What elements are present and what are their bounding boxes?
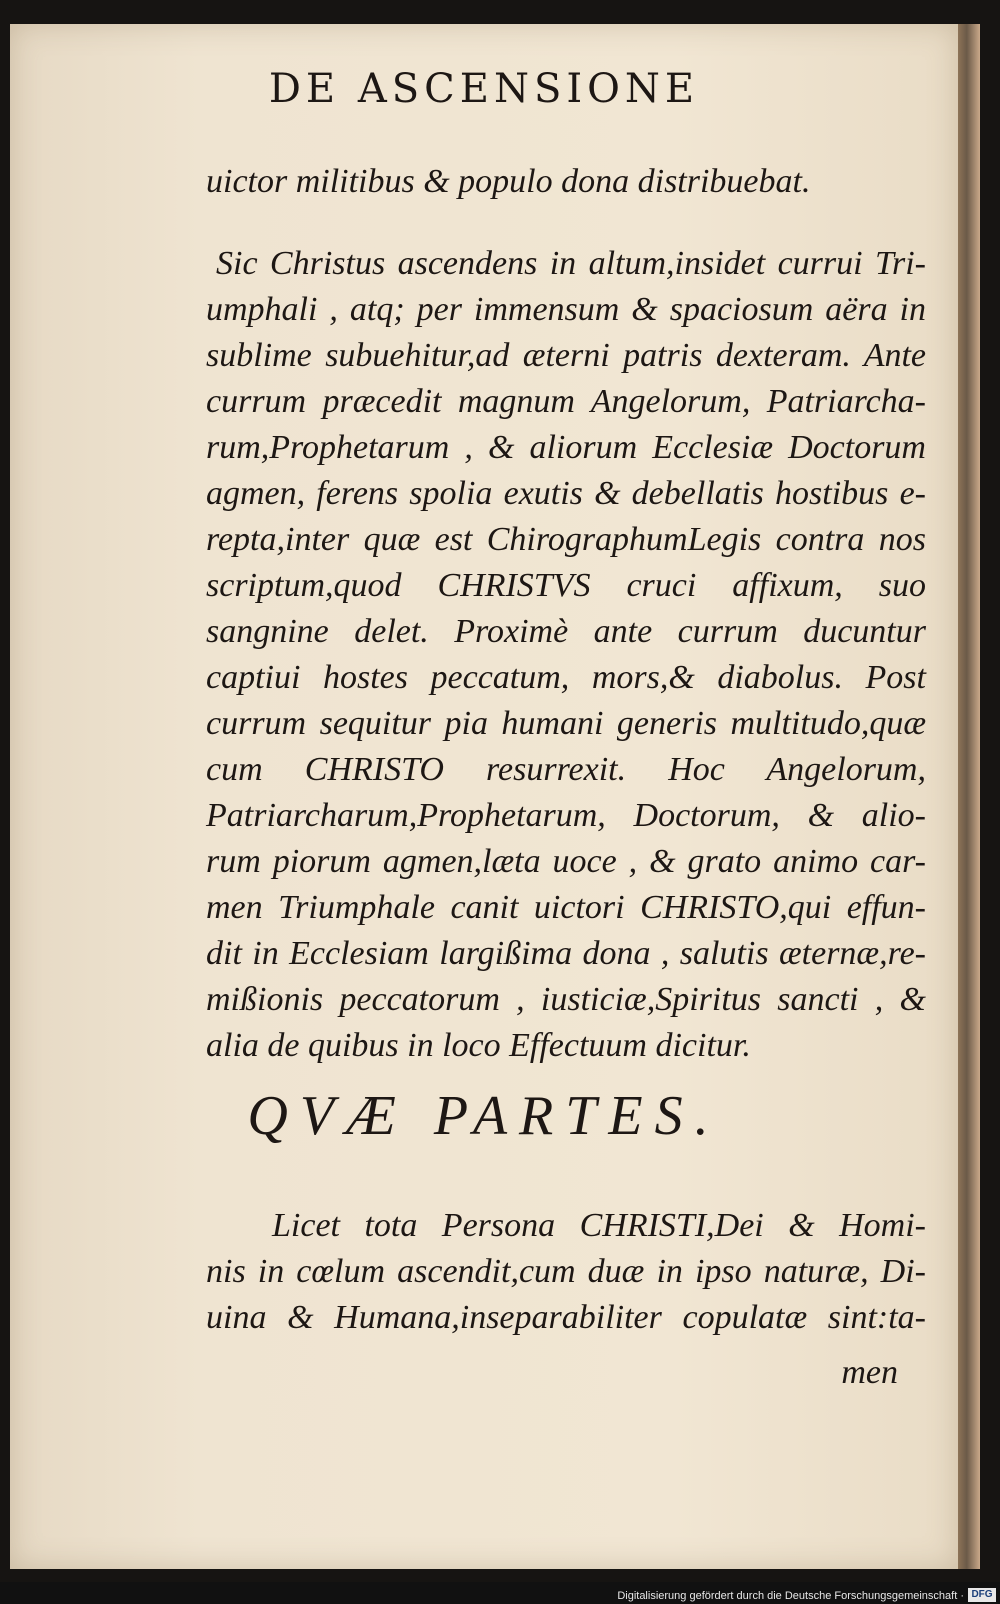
text-line: umphali , atq; per immensum & spaciosum aëra in	[206, 291, 926, 328]
text-line: sublime subuehitur,ad æterni patris dexteram. Ante	[206, 337, 926, 374]
text-line: currum sequitur pia humani generis multitudo,quæ	[206, 705, 926, 742]
adjacent-page-edge	[958, 24, 980, 1569]
digitization-credit: Digitalisierung gefördert durch die Deutsche Forschungsgemeinschaft ·	[617, 1590, 964, 1602]
text-line: uictor militibus & populo dona distribuebat.	[206, 163, 811, 200]
text-line: mißionis peccatorum , iusticiæ,Spiritus sancti , &	[206, 981, 926, 1018]
text-line: Licet tota Persona CHRISTI,Dei & Homi-	[272, 1207, 926, 1244]
catchword: men	[841, 1354, 898, 1391]
text-line: captiui hostes peccatum, mors,& diabolus. Post	[206, 659, 926, 696]
text-line: sangnine delet. Proximè ante currum ducuntur	[206, 613, 926, 650]
text-line: rum piorum agmen,læta uoce , & grato animo car-	[206, 843, 926, 880]
text-line: Sic Christus ascendens in altum,insidet currui Tri-	[216, 245, 926, 282]
text-line: repta,inter quæ est ChirographumLegis contra nos	[206, 521, 926, 558]
text-line: currum præcedit magnum Angelorum, Patriarcha-	[206, 383, 926, 420]
dfg-logo: DFG	[968, 1588, 996, 1602]
text-line: cum CHRISTO resurrexit. Hoc Angelorum,	[206, 751, 926, 788]
book-page	[10, 24, 958, 1569]
text-line: Patriarcharum,Prophetarum, Doctorum, & alio-	[206, 797, 926, 834]
text-line: nis in cœlum ascendit,cum duæ in ipso naturæ, Di-	[206, 1253, 926, 1290]
section-heading: QVÆ PARTES.	[247, 1085, 721, 1147]
text-line: scriptum,quod CHRISTVS cruci affixum, suo	[206, 567, 926, 604]
running-head: DE ASCENSIONE	[268, 66, 700, 112]
text-line: agmen, ferens spolia exutis & debellatis hostibus e-	[206, 475, 926, 512]
text-line: men Triumphale canit uictori CHRISTO,qui effun-	[206, 889, 926, 926]
text-line: uina & Humana,inseparabiliter copulatæ sint:ta-	[206, 1299, 926, 1336]
text-line: rum,Prophetarum , & aliorum Ecclesiæ Doctorum	[206, 429, 926, 466]
text-line: alia de quibus in loco Effectuum dicitur.	[206, 1027, 751, 1064]
text-line: dit in Ecclesiam largißima dona , salutis æternæ,re-	[206, 935, 926, 972]
